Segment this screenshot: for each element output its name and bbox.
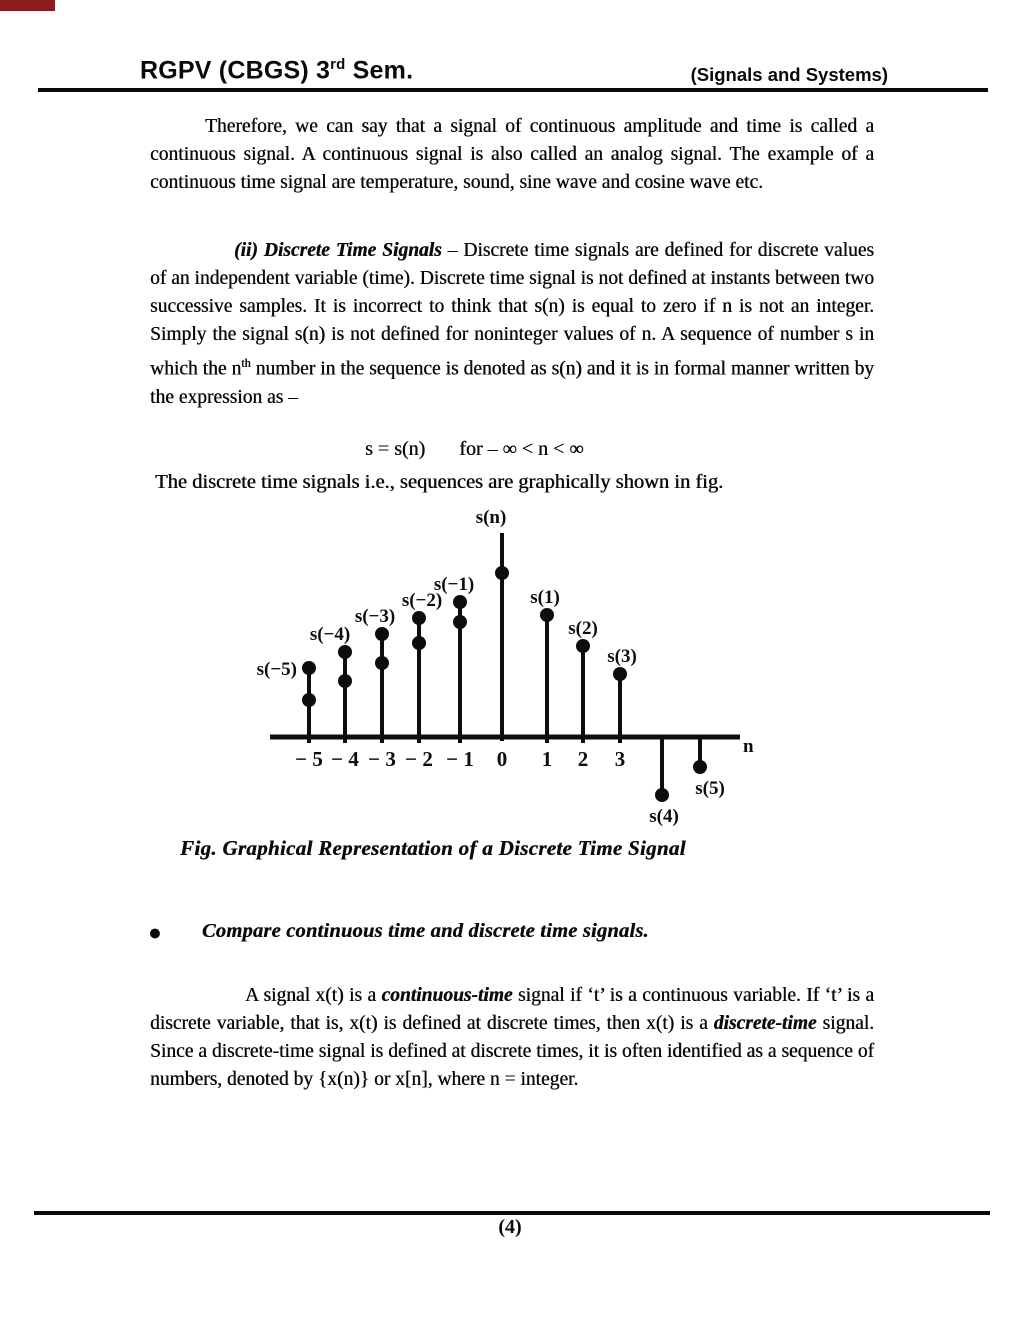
svg-text:s(3): s(3) <box>607 646 637 667</box>
page-number: (4) <box>498 1216 522 1238</box>
svg-text:s(n): s(n) <box>475 507 507 528</box>
svg-text:s(−5): s(−5) <box>256 659 297 680</box>
svg-text:s(−4): s(−4) <box>309 624 351 645</box>
svg-text:s(−1): s(−1) <box>433 574 475 595</box>
svg-text:n: n <box>743 736 754 757</box>
svg-text:s(4): s(4) <box>649 806 679 827</box>
svg-text:− 4: − 4 <box>331 747 359 771</box>
svg-text:s(2): s(2) <box>568 618 598 639</box>
formula-lhs: s = s(n) <box>365 438 426 460</box>
paragraph-continuous-signal: Therefore, we can say that a signal of continuous amplitude and time is called a continuous signal. A continuous signal is also called an analog signal. The example of a continuous time signal are temperature, sound, sine wave and cosine wave etc. <box>150 116 874 193</box>
question-text: Compare continuous time and discrete time signals. <box>201 920 649 942</box>
svg-text:1: 1 <box>541 747 553 771</box>
header-course-title: RGPV (CBGS) 3rd Sem. <box>140 56 414 85</box>
svg-text:2: 2 <box>577 747 589 771</box>
footer-rule <box>34 1211 990 1215</box>
discrete-signal-stem-plot <box>255 505 765 835</box>
svg-text:s(−3): s(−3) <box>354 606 396 627</box>
svg-text:0: 0 <box>496 747 508 771</box>
paragraph-discrete-time-signals: (ii) Discrete Time Signals – Discrete time signals are defined for discrete values of an independent variable (time). Discrete time signal is not defined at instants between two successive samples. It is incorrect to think that s(n) is equal to zero if n is not an integer. Simply the signal s(n) is not defined for noninteger values of n. A sequence of number s in which the $n^{th}$ number in the sequence is denoted as s(n) and it is in formal manner written by the expression as – <box>150 240 874 408</box>
svg-text:3: 3 <box>614 747 626 771</box>
svg-text:s(−2): s(−2) <box>401 590 443 611</box>
scan-corner-artifact <box>0 0 55 11</box>
header-rule <box>38 88 988 92</box>
bullet-icon: ● <box>148 920 162 946</box>
figure-intro-sentence: The discrete time signals i.e., sequences are graphically shown in fig. <box>155 471 724 493</box>
stem-plot-figure <box>255 505 765 835</box>
header-subject-title: (Signals and Systems) <box>690 64 888 85</box>
paragraph-compare-signals: A signal x(t) is a continuous-time signal if ‘t’ is a continuous variable. If ‘t’ is a discrete variable, that is, x(t) is defined at discrete times, then x(t) is a discrete-time signal. Since a discrete-time signal is defined at discrete times, it is often identified as a sequence of numbers, denoted by {x(n)} or x[n], where n = integer. <box>150 985 874 1090</box>
svg-text:s(1): s(1) <box>530 587 560 608</box>
svg-text:− 1: − 1 <box>446 747 474 771</box>
formula-range: for – ∞ < n < ∞ <box>459 438 584 460</box>
svg-text:− 5: − 5 <box>295 747 323 771</box>
sequence-formula <box>365 438 584 461</box>
svg-text:s(5): s(5) <box>695 778 725 799</box>
figure-caption: Fig. Graphical Representation of a Discrete Time Signal <box>180 836 686 860</box>
question-bullet-row <box>148 920 888 946</box>
svg-text:− 3: − 3 <box>368 747 396 771</box>
svg-text:− 2: − 2 <box>405 747 433 771</box>
